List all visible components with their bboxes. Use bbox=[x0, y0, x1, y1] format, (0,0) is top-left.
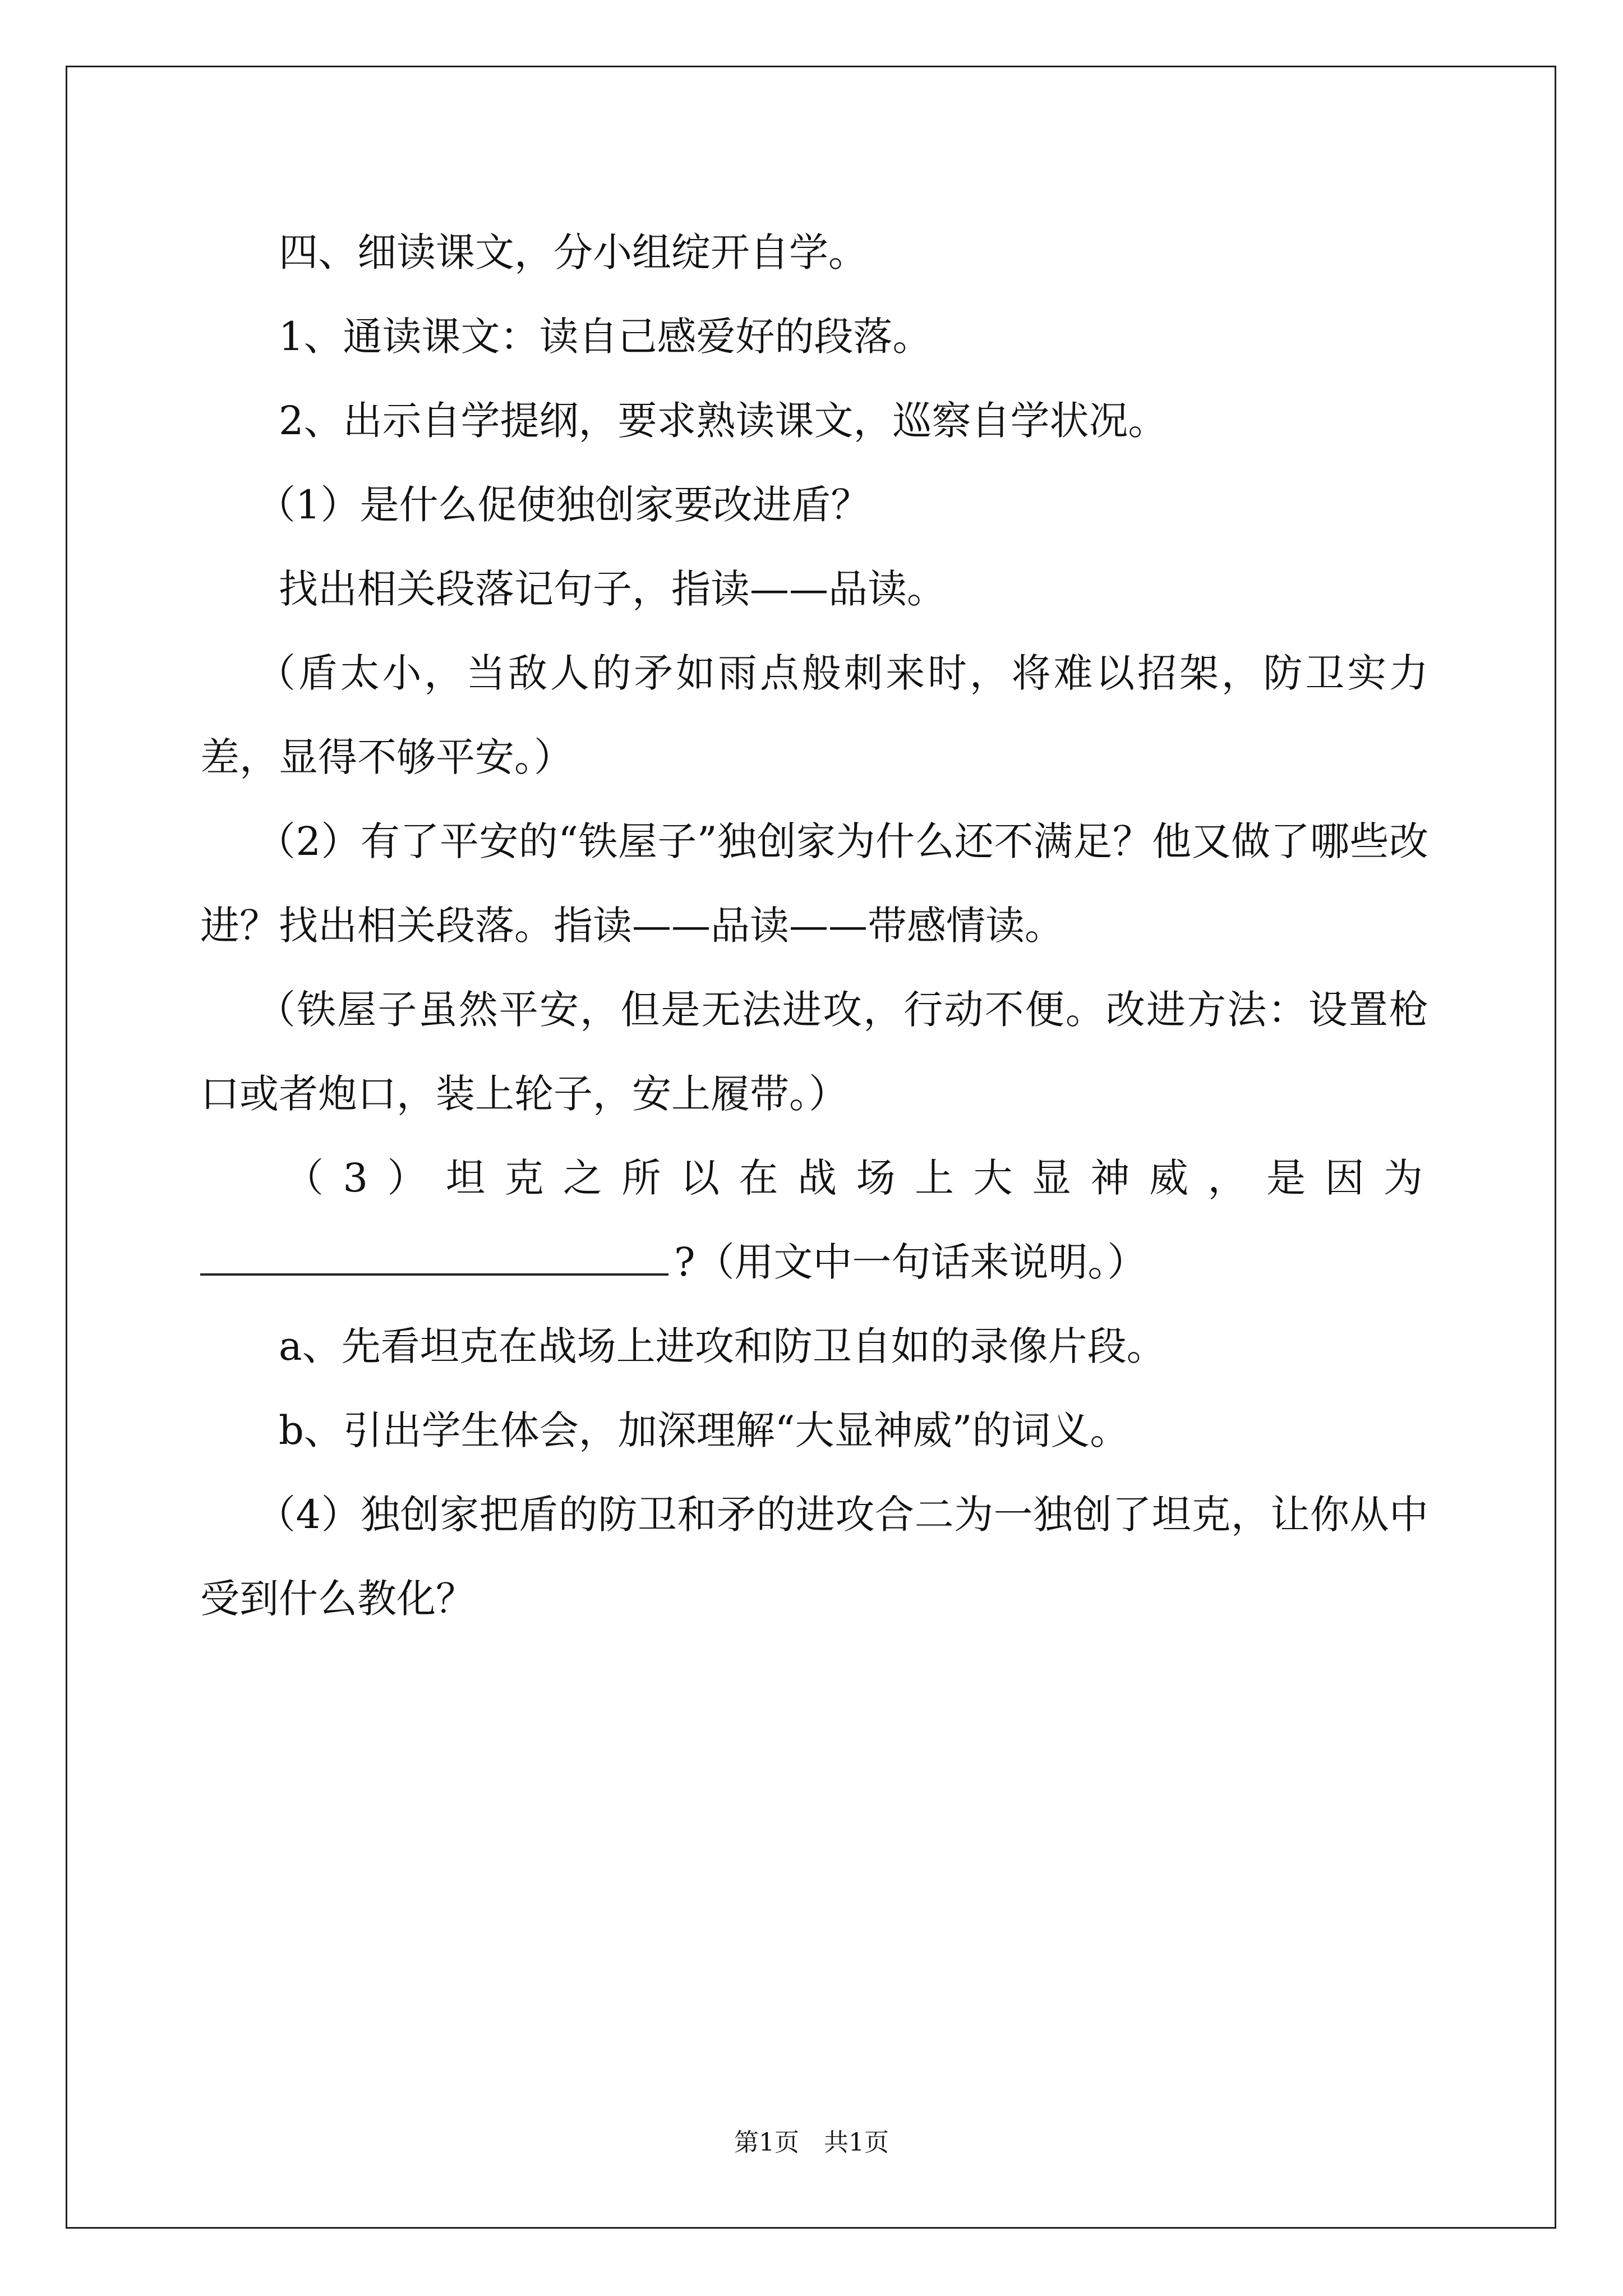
step-2: 2、出示自学提纲，要求熟读课文，巡察自学状况。 bbox=[279, 398, 1168, 444]
question-3-continuation bbox=[200, 1220, 1428, 1304]
section-heading: 四、细读课文，分小组绽开自学。 bbox=[279, 229, 868, 275]
question-4: （4）独创家把盾的防卫和矛的进攻合二为一独创了坦克，让你从中受到什么教化？ bbox=[200, 1492, 1428, 1622]
instruction-1: 找出相关段落记句子，指读——品读。 bbox=[279, 566, 946, 612]
fill-in-blank bbox=[200, 1241, 668, 1276]
question-3-note: ?（用文中一句话来说明。） bbox=[674, 1239, 1147, 1285]
answer-1: （盾太小，当敌人的矛如雨点般刺来时，将难以招架，防卫实力差，显得不够平安。） bbox=[200, 650, 1428, 780]
step-b: b、引出学生体会，加深理解“大显神威”的词义。 bbox=[279, 1407, 1129, 1453]
page-number: 第1页 共1页 bbox=[734, 2128, 889, 2157]
question-2: （2）有了平安的“铁屋子”独创家为什么还不满足？他又做了哪些改进？找出相关段落。指读——品读——带感情读。 bbox=[200, 818, 1428, 949]
answer-2: （铁屋子虽然平安，但是无法进攻，行动不便。改进方法：设置枪口或者炮口，装上轮子，安上履带。） bbox=[200, 987, 1428, 1117]
question-3: （3）坦克之所以在战场上大显神威，是因为 bbox=[284, 1155, 1428, 1201]
document-body bbox=[200, 210, 1428, 1641]
step-a: a、先看坦克在战场上进攻和防卫自如的录像片段。 bbox=[279, 1323, 1166, 1369]
step-1: 1、通读课文：读自己感爱好的段落。 bbox=[279, 314, 932, 360]
question-1: （1）是什么促使独创家要改进盾？ bbox=[256, 482, 870, 528]
